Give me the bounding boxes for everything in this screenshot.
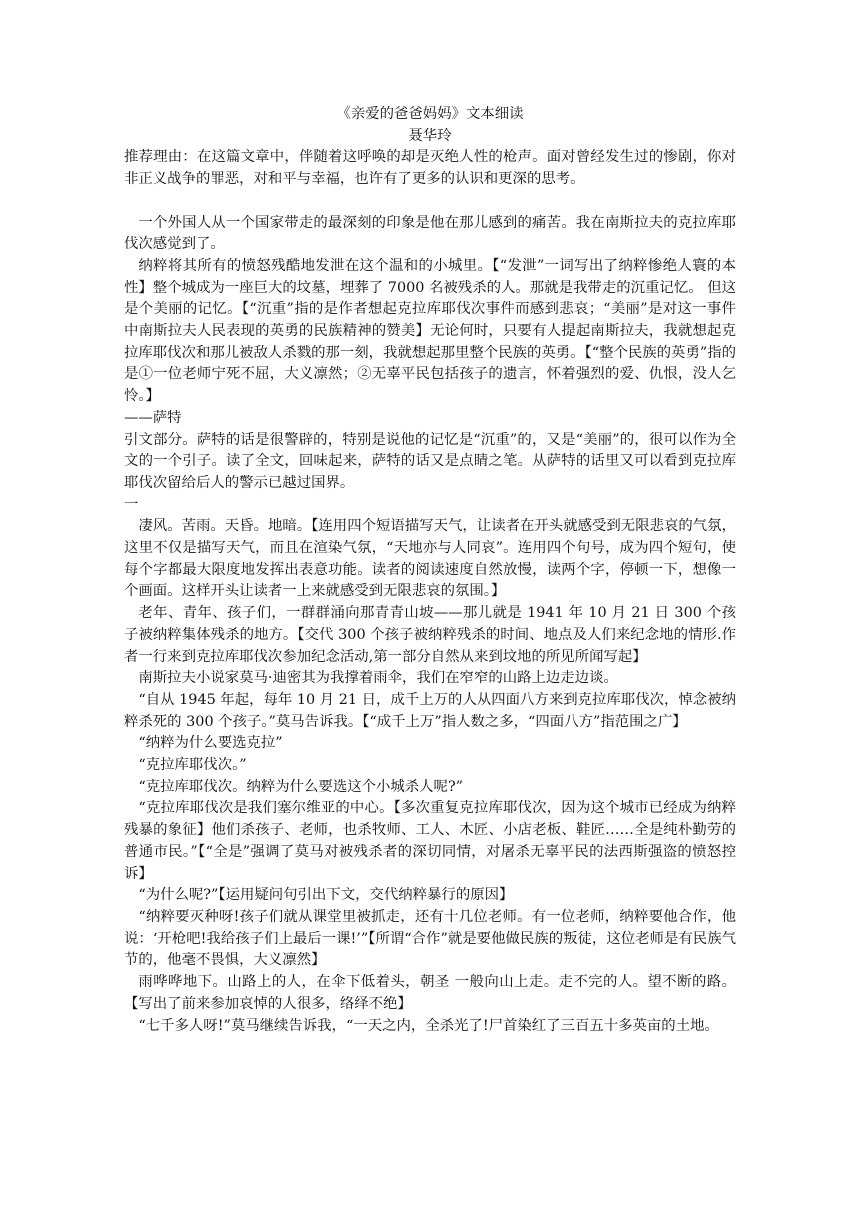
epigraph-paragraph-1: 一个外国人从一个国家带走的最深刻的印象是他在那儿感到的痛苦。我在南斯拉夫的克拉库耶伐次感觉到了。 [124, 214, 736, 253]
body-paragraph: 南斯拉夫小说家莫马·迪密其为我撑着雨伞，我们在窄窄的山路上边走边谈。 [138, 670, 618, 687]
section-number: 一 [124, 496, 139, 513]
commentary-paragraph: 引文部分。萨特的话是很警辟的，特别是说他的记忆是“沉重”的，又是“美丽”的，很可以作为全文的一个引子。读了全文，回味起来，萨特的话又是点睛之笔。从萨特的话里又可以看到克拉库耶伐次留给后人的警示已越过国界。 [124, 431, 736, 491]
document-page [124, 104, 736, 1037]
dialogue-line: “克拉库耶伐次。纳粹为什么要选这个小城杀人呢?” [138, 778, 464, 795]
author-name: 聂华玲 [408, 127, 452, 144]
body-paragraph: “纳粹要灭种呀!孩子们就从课堂里被抓走，还有十几位老师。有一位老师，纳粹要他合作，他说：‘开枪吧!我给孩子们上最后一课!’”【所谓“合作”就是要他做民族的叛徒，这位老师是有民族气节的，他毫不畏惧，大义凛然】 [124, 909, 736, 969]
body-paragraph: “自从 1945 年起，每年 10 月 21 日，成千上万的人从四面八方来到克拉库耶伐次，悼念被纳粹杀死的 300 个孩子。”莫马告诉我。【“成千上万”指人数之多，“四面八方”指范围之广】 [124, 691, 736, 730]
body-paragraph: “克拉库耶伐次是我们塞尔维亚的中心。【多次重复克拉库耶伐次，因为这个城市已经成为纳粹残暴的象征】他们杀孩子、老师，也杀牧师、工人、木匠、小店老板、鞋匠……全是纯朴勤劳的普通市民。”【“全是”强调了莫马对被残杀者的深切同情，对屠杀无辜平民的法西斯强盗的愤怒控诉】 [124, 800, 736, 882]
body-paragraph: “七千多人呀!”莫马继续告诉我，“一天之内，全杀光了!尸首染红了三百五十多英亩的土地。 [138, 1017, 719, 1034]
dialogue-line: “克拉库耶伐次。” [138, 757, 247, 774]
dialogue-line: “纳粹为什么要选克拉” [138, 735, 283, 752]
body-paragraph: 老年、青年、孩子们，一群群涌向那青青山坡——那儿就是 1941 年 10 月 21 日 300 个孩子被纳粹集体残杀的地方。【交代 300 个孩子被纳粹残杀的时间、地点及人们来纪念地的情形.作者一行来到克拉库耶伐次参加纪念活动,第一部分自然从来到坟地的所见所闻写起】 [124, 605, 736, 665]
epigraph-attribution: ——萨特 [124, 409, 182, 426]
body-paragraph: 凄风。苦雨。天昏。地暗。【连用四个短语描写天气，让读者在开头就感受到无限悲哀的气氛，这里不仅是描写天气，而且在渲染气氛，“天地亦与人同哀”。连用四个句号，成为四个短句，使每个字都最大限度地发挥出表意功能。读者的阅读速度自然放慢，读两个字，停顿一下，想像一个画面。这样开头让读者一上来就感受到无限悲哀的氛围。】 [124, 518, 736, 600]
recommendation-paragraph: 推荐理由：在这篇文章中，伴随着这呼唤的却是灭绝人性的枪声。面对曾经发生过的惨剧，你对非正义战争的罪恶，对和平与幸福，也许有了更多的认识和更深的思考。 [124, 149, 736, 188]
epigraph-paragraph-2: 纳粹将其所有的愤怒残酷地发泄在这个温和的小城里。【“发泄”一词写出了纳粹惨绝人寰的本性】整个城成为一座巨大的坟墓，埋葬了 7000 名被残杀的人。那就是我带走的沉重记忆。 但这是个美丽的记忆。【“沉重”指的是作者想起克拉库耶伐次事件而感到悲哀；“美丽”是对这一事件中南斯拉夫人民表现的英勇的民族精神的赞美】无论何时，只要有人提起南斯拉夫，我就想起克拉库耶伐次和那儿被敌人杀戮的那一刻，我就想起那里整个民族的英勇。【“整个民族的英勇”指的是①一位老师宁死不屈，大义凛然；②无辜平民包括孩子的遗言，怀着强烈的爱、仇恨，没人乞怜。】 [124, 257, 736, 405]
blank-line [124, 191, 736, 213]
dialogue-line: “为什么呢?”【运用疑问句引出下文，交代纳粹暴行的原因】 [138, 887, 514, 904]
body-paragraph: 雨哗哗地下。山路上的人，在伞下低着头，朝圣 一般向山上走。走不完的人。望不断的路。【写出了前来参加哀悼的人很多，络绎不绝】 [124, 974, 736, 1012]
document-title: 《亲爱的爸爸妈妈》文本细读 [336, 106, 524, 122]
